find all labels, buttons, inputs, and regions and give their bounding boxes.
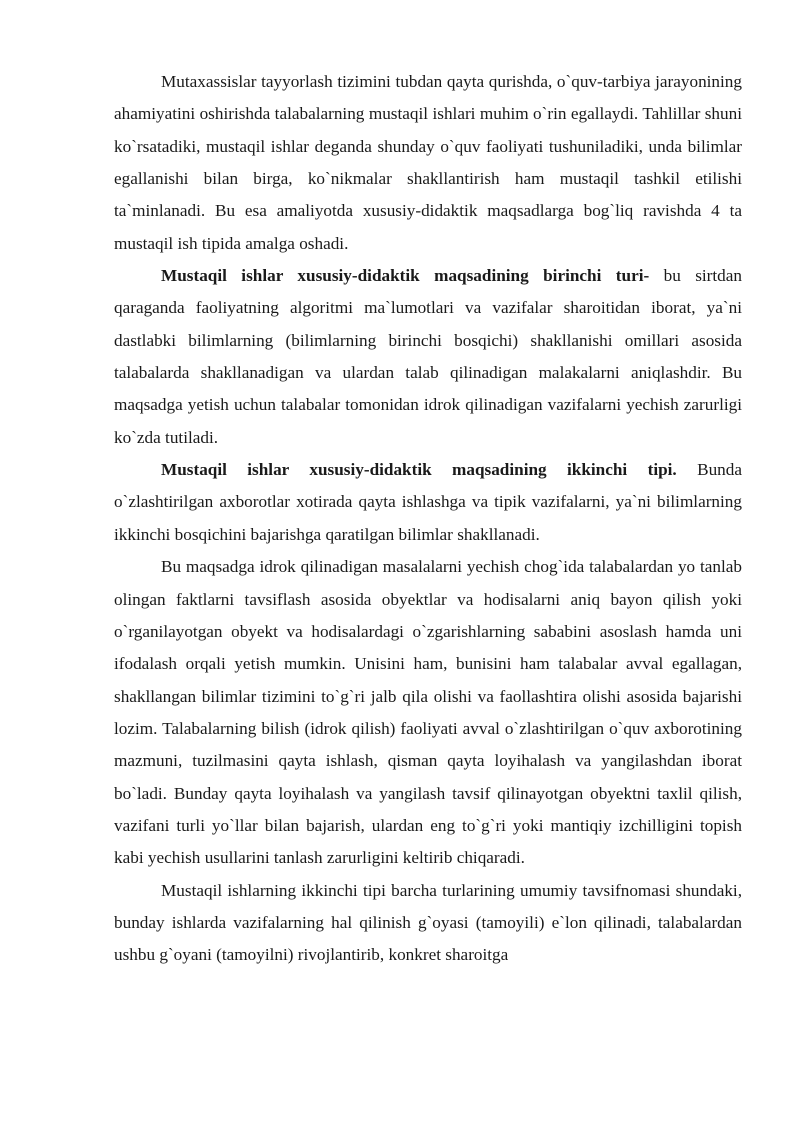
paragraph-first-type — [114, 260, 742, 454]
paragraph-heading: Mustaqil ishlar xususiy-didaktik maqsadining ikkinchi tipi. — [161, 460, 677, 480]
paragraph-text: Mustaqil ishlarning ikkinchi tipi barcha turlarining umumiy tavsifnomasi shundaki, bunday ishlarda vazifalarning hal qilinish g`oyasi (tamoyili) e`lon qilinadi, talabalardan ushbu g`oyani (tamoyilni) rivojlantirib, konkret sharoitga — [114, 880, 742, 965]
paragraph-intro — [114, 66, 742, 260]
paragraph-second-type — [114, 454, 742, 551]
paragraph-text: Mutaxassislar tayyorlash tizimini tubdan qayta qurishda, o`quv-tarbiya jarayonining ahamiyatini oshirishda talabalarning mustaqil ishlari muhim o`rin egallaydi. Tahlillar shuni ko`rsatadiki, mustaqil ishlar deganda shunday o`quv faoliyati tushuniladiki, unda bilimlar egallanishi bilan birga, ko`nikmalar shakllantirish ham mustaqil tashkil etilishi ta`minlanadi. Bu esa amaliyotda xususiy-didaktik maqsadlarga bog`liq ravishda 4 ta mustaqil ish tipida amalga oshadi. — [114, 72, 742, 253]
paragraph-second-type-summary — [114, 875, 742, 972]
document-page — [114, 66, 742, 972]
paragraph-second-type-detail — [114, 551, 742, 874]
paragraph-text: Bu maqsadga idrok qilinadigan masalalarni yechish chog`ida talabalardan yo tanlab olingan faktlarni tavsiflash asosida obyektlar va hodisalarni aniq bayon qilish yoki o`rganilayotgan obyekt va hodisalardagi o`zgarishlarning sababini asoslash hamda uni ifodalash orqali yetish mumkin. Unisini ham, bunisini ham talabalar avval egallagan, shakllangan bilimlar tizimini to`g`ri jalb qila olishi va faollashtira olishi asosida bajarishi lozim. Talabalarning bilish (idrok qilish) faoliyati avval o`zlashtirilgan o`quv axborotining mazmuni, tuzilmasini qayta ishlash, qisman qayta loyihalash va yangilashdan iborat bo`ladi. Bunday qayta loyihalash va yangilash tavsif qilinayotgan obyektni taxlil qilish, vazifani turli yo`llar bilan bajarish, ulardan eng to`g`ri yoki mantiqiy izchilligini topish kabi yechish usullarini tanlash zarurligini keltirib chiqaradi. — [114, 557, 742, 868]
paragraph-text: Bunda o`zlashtirilgan axborotlar xotirada qayta ishlashga va tipik vazifalarni, ya`ni bilimlarning ikkinchi bosqichini bajarishga qaratilgan bilimlar shakllanadi. — [114, 460, 742, 544]
paragraph-heading: Mustaqil ishlar xususiy-didaktik maqsadining birinchi turi- — [161, 266, 650, 286]
paragraph-text: bu sirtdan qaraganda faoliyatning algoritmi ma`lumotlari va vazifalar sharoitidan iborat, ya`ni dastlabki bilimlarning (bilimlarning birinchi bosqichi) shakllanishi omillari asosida talabalarda shakllanadigan va ulardan talab qilinadigan malakalarni aniqlashdir. Bu maqsadga yetish uchun talabalar tomonidan idrok qilinadigan vazifalarni yechish zarurligi ko`zda tutiladi. — [114, 266, 742, 447]
